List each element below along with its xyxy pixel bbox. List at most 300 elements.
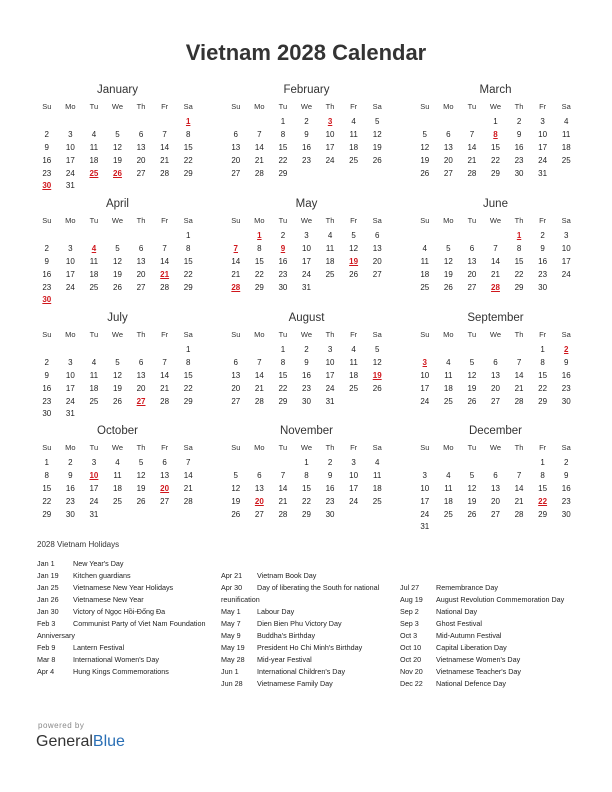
holiday-item xyxy=(400,606,570,618)
day: 15 xyxy=(183,142,193,152)
day: 11 xyxy=(113,471,122,481)
empty-day xyxy=(437,457,461,470)
holiday-item xyxy=(37,642,207,654)
holiday-date: May 28 xyxy=(221,655,245,664)
weekday-header: Sa xyxy=(372,216,382,225)
holiday-date: Dec 22 xyxy=(400,679,423,688)
holiday-name: Remembrance Day xyxy=(436,583,498,592)
empty-day xyxy=(35,116,59,129)
empty-day xyxy=(484,230,508,243)
day: 10 xyxy=(325,130,335,140)
day: 17 xyxy=(65,269,75,279)
day: 10 xyxy=(302,244,311,254)
day: 18 xyxy=(113,483,122,493)
holiday-name: International Children's Day xyxy=(257,667,346,676)
day: 23 xyxy=(325,496,335,506)
day: 19 xyxy=(113,269,122,279)
day: 2 xyxy=(327,458,333,468)
day: 7 xyxy=(257,130,262,140)
holiday-name: Hung Kings Commemorations xyxy=(73,667,169,676)
day: 25 xyxy=(561,155,571,165)
holiday-name: Day of liberating the South for national reunification xyxy=(221,583,380,604)
empty-day xyxy=(82,230,106,243)
day: 29 xyxy=(183,282,193,292)
day: 26 xyxy=(372,155,382,165)
weekday-header: Mo xyxy=(65,216,76,225)
day: 17 xyxy=(325,142,335,152)
month-name: November xyxy=(279,425,334,437)
weekday-header: Tu xyxy=(89,443,99,452)
holiday-item xyxy=(400,642,570,654)
day: 22 xyxy=(278,383,288,393)
holiday-date: Oct 3 xyxy=(400,631,418,640)
day: 26 xyxy=(467,396,477,406)
day: 16 xyxy=(302,370,311,380)
weekday-header: Su xyxy=(420,330,430,339)
day: 20 xyxy=(136,155,146,165)
month-july xyxy=(35,310,200,421)
day: 22 xyxy=(183,155,193,165)
empty-day xyxy=(271,457,295,470)
weekday-header: Fr xyxy=(350,443,358,452)
day: 27 xyxy=(136,282,146,292)
weekday-header: Sa xyxy=(561,216,571,225)
day: 5 xyxy=(446,244,451,254)
day: 16 xyxy=(42,383,52,393)
day: 3 xyxy=(68,244,73,254)
holiday-day: 30 xyxy=(42,181,52,191)
day: 28 xyxy=(514,396,524,406)
day: 5 xyxy=(138,458,144,468)
day: 14 xyxy=(467,142,477,152)
day: 22 xyxy=(491,155,500,165)
holiday-day: 1 xyxy=(516,231,522,241)
weekday-header: Fr xyxy=(350,330,358,339)
day: 4 xyxy=(115,458,120,468)
weekday-header: Su xyxy=(420,216,430,225)
holiday-name: Mid-Autumn Festival xyxy=(436,631,502,640)
empty-day xyxy=(507,344,531,357)
day: 26 xyxy=(420,168,430,178)
weekday-header: We xyxy=(489,102,502,111)
day: 4 xyxy=(91,130,97,140)
weekday-header: Mo xyxy=(254,102,265,111)
day: 10 xyxy=(325,358,335,368)
day: 1 xyxy=(540,458,545,468)
weekday-header: Tu xyxy=(278,102,288,111)
weekday-header: We xyxy=(300,443,313,452)
empty-day xyxy=(437,344,461,357)
day: 4 xyxy=(563,117,569,127)
day: 24 xyxy=(65,282,75,292)
day: 19 xyxy=(420,155,430,165)
day: 29 xyxy=(491,168,500,178)
day: 5 xyxy=(115,244,120,254)
weekday-header: Th xyxy=(136,330,146,339)
day: 24 xyxy=(420,509,430,519)
day: 17 xyxy=(349,483,359,493)
weekday-header: Mo xyxy=(443,216,454,225)
weekday-header: Tu xyxy=(278,443,288,452)
holidays-title: 2028 Vietnam Holidays xyxy=(37,540,120,549)
day: 23 xyxy=(302,155,311,165)
day: 29 xyxy=(538,509,548,519)
generalblue-logo[interactable] xyxy=(36,733,125,751)
day: 3 xyxy=(68,130,73,140)
day: 17 xyxy=(420,496,430,506)
day: 26 xyxy=(113,282,122,292)
holiday-day: 30 xyxy=(42,295,52,305)
day: 12 xyxy=(372,358,382,368)
empty-day xyxy=(129,116,153,129)
day: 24 xyxy=(302,269,311,279)
weekday-header: Sa xyxy=(372,330,382,339)
day: 22 xyxy=(302,496,311,506)
weekday-header: Sa xyxy=(183,102,193,111)
holiday-date: May 9 xyxy=(221,631,241,640)
day: 6 xyxy=(138,244,144,254)
day: 30 xyxy=(538,282,548,292)
day: 22 xyxy=(514,269,524,279)
month-days-grid xyxy=(413,329,578,408)
day: 14 xyxy=(491,256,500,266)
month-name: June xyxy=(483,198,508,210)
holiday-name: August Revolution Commemoration Day xyxy=(436,595,565,604)
holiday-day: 4 xyxy=(91,244,97,254)
holiday-date: Jan 30 xyxy=(37,607,59,616)
day: 15 xyxy=(302,483,311,493)
day: 6 xyxy=(257,471,262,481)
day: 16 xyxy=(42,155,52,165)
holiday-name: President Ho Chi Minh's Birthday xyxy=(257,643,363,652)
empty-day xyxy=(35,230,59,243)
day: 23 xyxy=(302,383,311,393)
day: 15 xyxy=(538,370,548,380)
day: 13 xyxy=(136,256,146,266)
holiday-day: 27 xyxy=(136,396,146,406)
day: 17 xyxy=(65,383,75,393)
weekday-header: Mo xyxy=(65,443,76,452)
empty-day xyxy=(59,230,83,243)
holiday-date: Feb 9 xyxy=(37,643,56,652)
day: 6 xyxy=(446,130,451,140)
day: 3 xyxy=(304,231,309,241)
day: 11 xyxy=(562,130,571,140)
day: 22 xyxy=(183,383,193,393)
weekday-header: Mo xyxy=(443,443,454,452)
day: 5 xyxy=(115,130,120,140)
day: 8 xyxy=(185,130,191,140)
weekday-header: We xyxy=(111,216,124,225)
page-title: Vietnam 2028 Calendar xyxy=(185,40,427,65)
weekday-header: Mo xyxy=(254,216,265,225)
empty-day xyxy=(129,344,153,357)
day: 15 xyxy=(183,370,193,380)
day: 6 xyxy=(493,358,498,368)
weekday-header: Sa xyxy=(372,443,382,452)
weekday-header: Sa xyxy=(372,102,382,111)
empty-day xyxy=(106,116,130,129)
weekday-header: We xyxy=(489,216,502,225)
month-may xyxy=(224,196,389,294)
weekday-header: Su xyxy=(231,216,241,225)
day: 14 xyxy=(231,256,241,266)
holiday-date: Jan 25 xyxy=(37,583,59,592)
month-days-grid xyxy=(35,215,200,307)
day: 14 xyxy=(514,370,524,380)
day: 7 xyxy=(516,471,522,481)
day: 13 xyxy=(231,370,241,380)
weekday-header: We xyxy=(300,330,313,339)
day: 15 xyxy=(491,142,500,152)
day: 19 xyxy=(467,496,477,506)
day: 9 xyxy=(44,370,49,380)
empty-day xyxy=(484,344,508,357)
weekday-header: We xyxy=(489,443,502,452)
day: 18 xyxy=(420,269,430,279)
day: 27 xyxy=(443,168,453,178)
day: 15 xyxy=(254,256,264,266)
day: 14 xyxy=(254,142,264,152)
day: 9 xyxy=(563,358,569,368)
holiday-item xyxy=(400,630,570,642)
day: 17 xyxy=(420,383,430,393)
day: 26 xyxy=(372,383,382,393)
day: 25 xyxy=(89,282,99,292)
holiday-day: 28 xyxy=(491,282,500,292)
day: 23 xyxy=(538,269,548,279)
holiday-date: Oct 20 xyxy=(400,655,422,664)
holiday-item xyxy=(400,594,570,606)
weekday-header: Sa xyxy=(183,216,193,225)
weekday-header: Su xyxy=(231,443,241,452)
day: 2 xyxy=(44,358,49,368)
empty-day xyxy=(153,230,177,243)
day: 7 xyxy=(280,471,286,481)
day: 8 xyxy=(516,244,522,254)
weekday-header: Su xyxy=(42,102,52,111)
day: 26 xyxy=(349,269,359,279)
holiday-item xyxy=(37,654,207,666)
day: 4 xyxy=(374,458,380,468)
holiday-name: Vietnam Book Day xyxy=(257,571,317,580)
day: 8 xyxy=(185,244,191,254)
day: 6 xyxy=(374,231,380,241)
day: 5 xyxy=(422,130,427,140)
month-october xyxy=(35,423,200,521)
day: 24 xyxy=(325,383,335,393)
day: 6 xyxy=(162,458,167,468)
weekday-header: Tu xyxy=(467,102,477,111)
day: 30 xyxy=(65,509,75,519)
holiday-day: 19 xyxy=(372,370,382,380)
holiday-item xyxy=(37,570,207,582)
day: 18 xyxy=(89,269,99,279)
day: 4 xyxy=(422,244,427,254)
brand-blue: Blue xyxy=(92,733,125,750)
day: 11 xyxy=(373,471,382,481)
holiday-item xyxy=(400,678,570,690)
holiday-name: Kitchen guardians xyxy=(73,571,131,580)
day: 3 xyxy=(327,345,333,355)
day: 30 xyxy=(325,509,335,519)
holiday-name: Dien Bien Phu Victory Day xyxy=(257,619,342,628)
day: 13 xyxy=(136,142,146,152)
day: 25 xyxy=(113,496,122,506)
holiday-item xyxy=(37,582,207,594)
day: 21 xyxy=(183,483,193,493)
day: 25 xyxy=(89,396,99,406)
holiday-item xyxy=(37,618,207,642)
holiday-name: Communist Party of Viet Nam Foundation Anniversary xyxy=(37,619,206,640)
day: 29 xyxy=(183,396,193,406)
empty-day xyxy=(413,230,437,243)
day: 1 xyxy=(280,117,286,127)
day: 10 xyxy=(420,483,430,493)
holiday-item xyxy=(221,618,391,630)
weekday-header: Fr xyxy=(161,443,169,452)
day: 12 xyxy=(349,244,359,254)
day: 9 xyxy=(68,471,73,481)
day: 7 xyxy=(162,244,167,254)
weekday-header: Tu xyxy=(278,216,288,225)
month-days-grid xyxy=(413,101,578,180)
holiday-name: Vietnamese Women's Day xyxy=(436,655,521,664)
day: 21 xyxy=(160,383,170,393)
month-name: July xyxy=(107,312,128,324)
holiday-name: International Women's Day xyxy=(73,655,159,664)
weekday-header: Th xyxy=(325,216,335,225)
day: 20 xyxy=(136,269,146,279)
holiday-day: 1 xyxy=(257,231,262,241)
holiday-item xyxy=(221,666,391,678)
empty-day xyxy=(437,116,461,129)
empty-day xyxy=(224,230,248,243)
day: 21 xyxy=(231,269,241,279)
holiday-item xyxy=(400,654,570,666)
holiday-name: Buddha's Birthday xyxy=(257,631,316,640)
month-days-grid xyxy=(224,329,389,408)
day: 30 xyxy=(561,509,571,519)
day: 11 xyxy=(444,483,453,493)
day: 24 xyxy=(420,396,430,406)
day: 14 xyxy=(160,370,170,380)
day: 29 xyxy=(278,396,288,406)
day: 26 xyxy=(443,282,453,292)
day: 21 xyxy=(254,383,264,393)
day: 6 xyxy=(469,244,475,254)
month-august xyxy=(224,310,389,408)
day: 5 xyxy=(374,117,380,127)
day: 20 xyxy=(467,269,477,279)
empty-day xyxy=(248,457,272,470)
day: 5 xyxy=(469,358,475,368)
day: 15 xyxy=(278,370,288,380)
day: 23 xyxy=(42,396,52,406)
holiday-day: 22 xyxy=(538,496,548,506)
weekday-header: We xyxy=(489,330,502,339)
day: 12 xyxy=(372,130,382,140)
day: 29 xyxy=(183,168,193,178)
weekday-header: Th xyxy=(325,443,335,452)
day: 19 xyxy=(113,383,122,393)
weekday-header: Sa xyxy=(183,443,193,452)
holiday-name: New Year's Day xyxy=(73,559,124,568)
month-days-grid xyxy=(413,442,578,534)
day: 4 xyxy=(446,358,451,368)
day: 9 xyxy=(304,358,309,368)
empty-day xyxy=(460,344,484,357)
day: 8 xyxy=(280,358,286,368)
day: 1 xyxy=(44,458,49,468)
day: 16 xyxy=(561,483,571,493)
empty-day xyxy=(437,230,461,243)
holiday-name: Vietnamese Teacher's Day xyxy=(436,667,522,676)
empty-day xyxy=(413,457,437,470)
day: 28 xyxy=(467,168,477,178)
holiday-day: 3 xyxy=(327,117,333,127)
holiday-name: Mid-year Festival xyxy=(257,655,312,664)
day: 12 xyxy=(113,142,122,152)
day: 30 xyxy=(42,409,52,419)
weekday-header: Th xyxy=(325,330,335,339)
holiday-date: Jul 27 xyxy=(400,583,420,592)
day: 14 xyxy=(160,256,170,266)
day: 16 xyxy=(278,256,288,266)
day: 15 xyxy=(278,142,288,152)
day: 9 xyxy=(516,130,522,140)
empty-day xyxy=(82,116,106,129)
month-november xyxy=(224,423,389,521)
day: 2 xyxy=(540,231,545,241)
weekday-header: Fr xyxy=(350,216,358,225)
holiday-item xyxy=(221,606,391,618)
day: 19 xyxy=(372,142,382,152)
day: 18 xyxy=(89,155,99,165)
day: 10 xyxy=(65,370,75,380)
day: 12 xyxy=(136,471,146,481)
powered-by-text: powered by xyxy=(38,721,85,730)
holiday-date: Apr 30 xyxy=(221,583,243,592)
day: 13 xyxy=(372,244,382,254)
day: 23 xyxy=(42,168,52,178)
holiday-name: Lantern Festival xyxy=(73,643,125,652)
weekday-header: Th xyxy=(325,102,335,111)
holiday-date: Apr 4 xyxy=(37,667,55,676)
day: 30 xyxy=(278,282,288,292)
month-name: May xyxy=(295,198,318,210)
weekday-header: Th xyxy=(136,102,146,111)
day: 8 xyxy=(257,244,262,254)
day: 3 xyxy=(422,471,427,481)
day: 4 xyxy=(351,345,356,355)
holiday-day: 20 xyxy=(160,483,170,493)
day: 11 xyxy=(89,142,99,152)
holiday-date: Mar 8 xyxy=(37,655,56,664)
day: 25 xyxy=(325,269,335,279)
day: 7 xyxy=(469,130,475,140)
empty-day xyxy=(460,457,484,470)
empty-day xyxy=(35,344,59,357)
day: 27 xyxy=(467,282,477,292)
holiday-date: Feb 3 xyxy=(37,619,56,628)
day: 12 xyxy=(467,483,477,493)
day: 27 xyxy=(231,168,241,178)
weekday-header: We xyxy=(300,216,313,225)
day: 15 xyxy=(514,256,524,266)
day: 23 xyxy=(42,282,52,292)
day: 18 xyxy=(443,383,453,393)
